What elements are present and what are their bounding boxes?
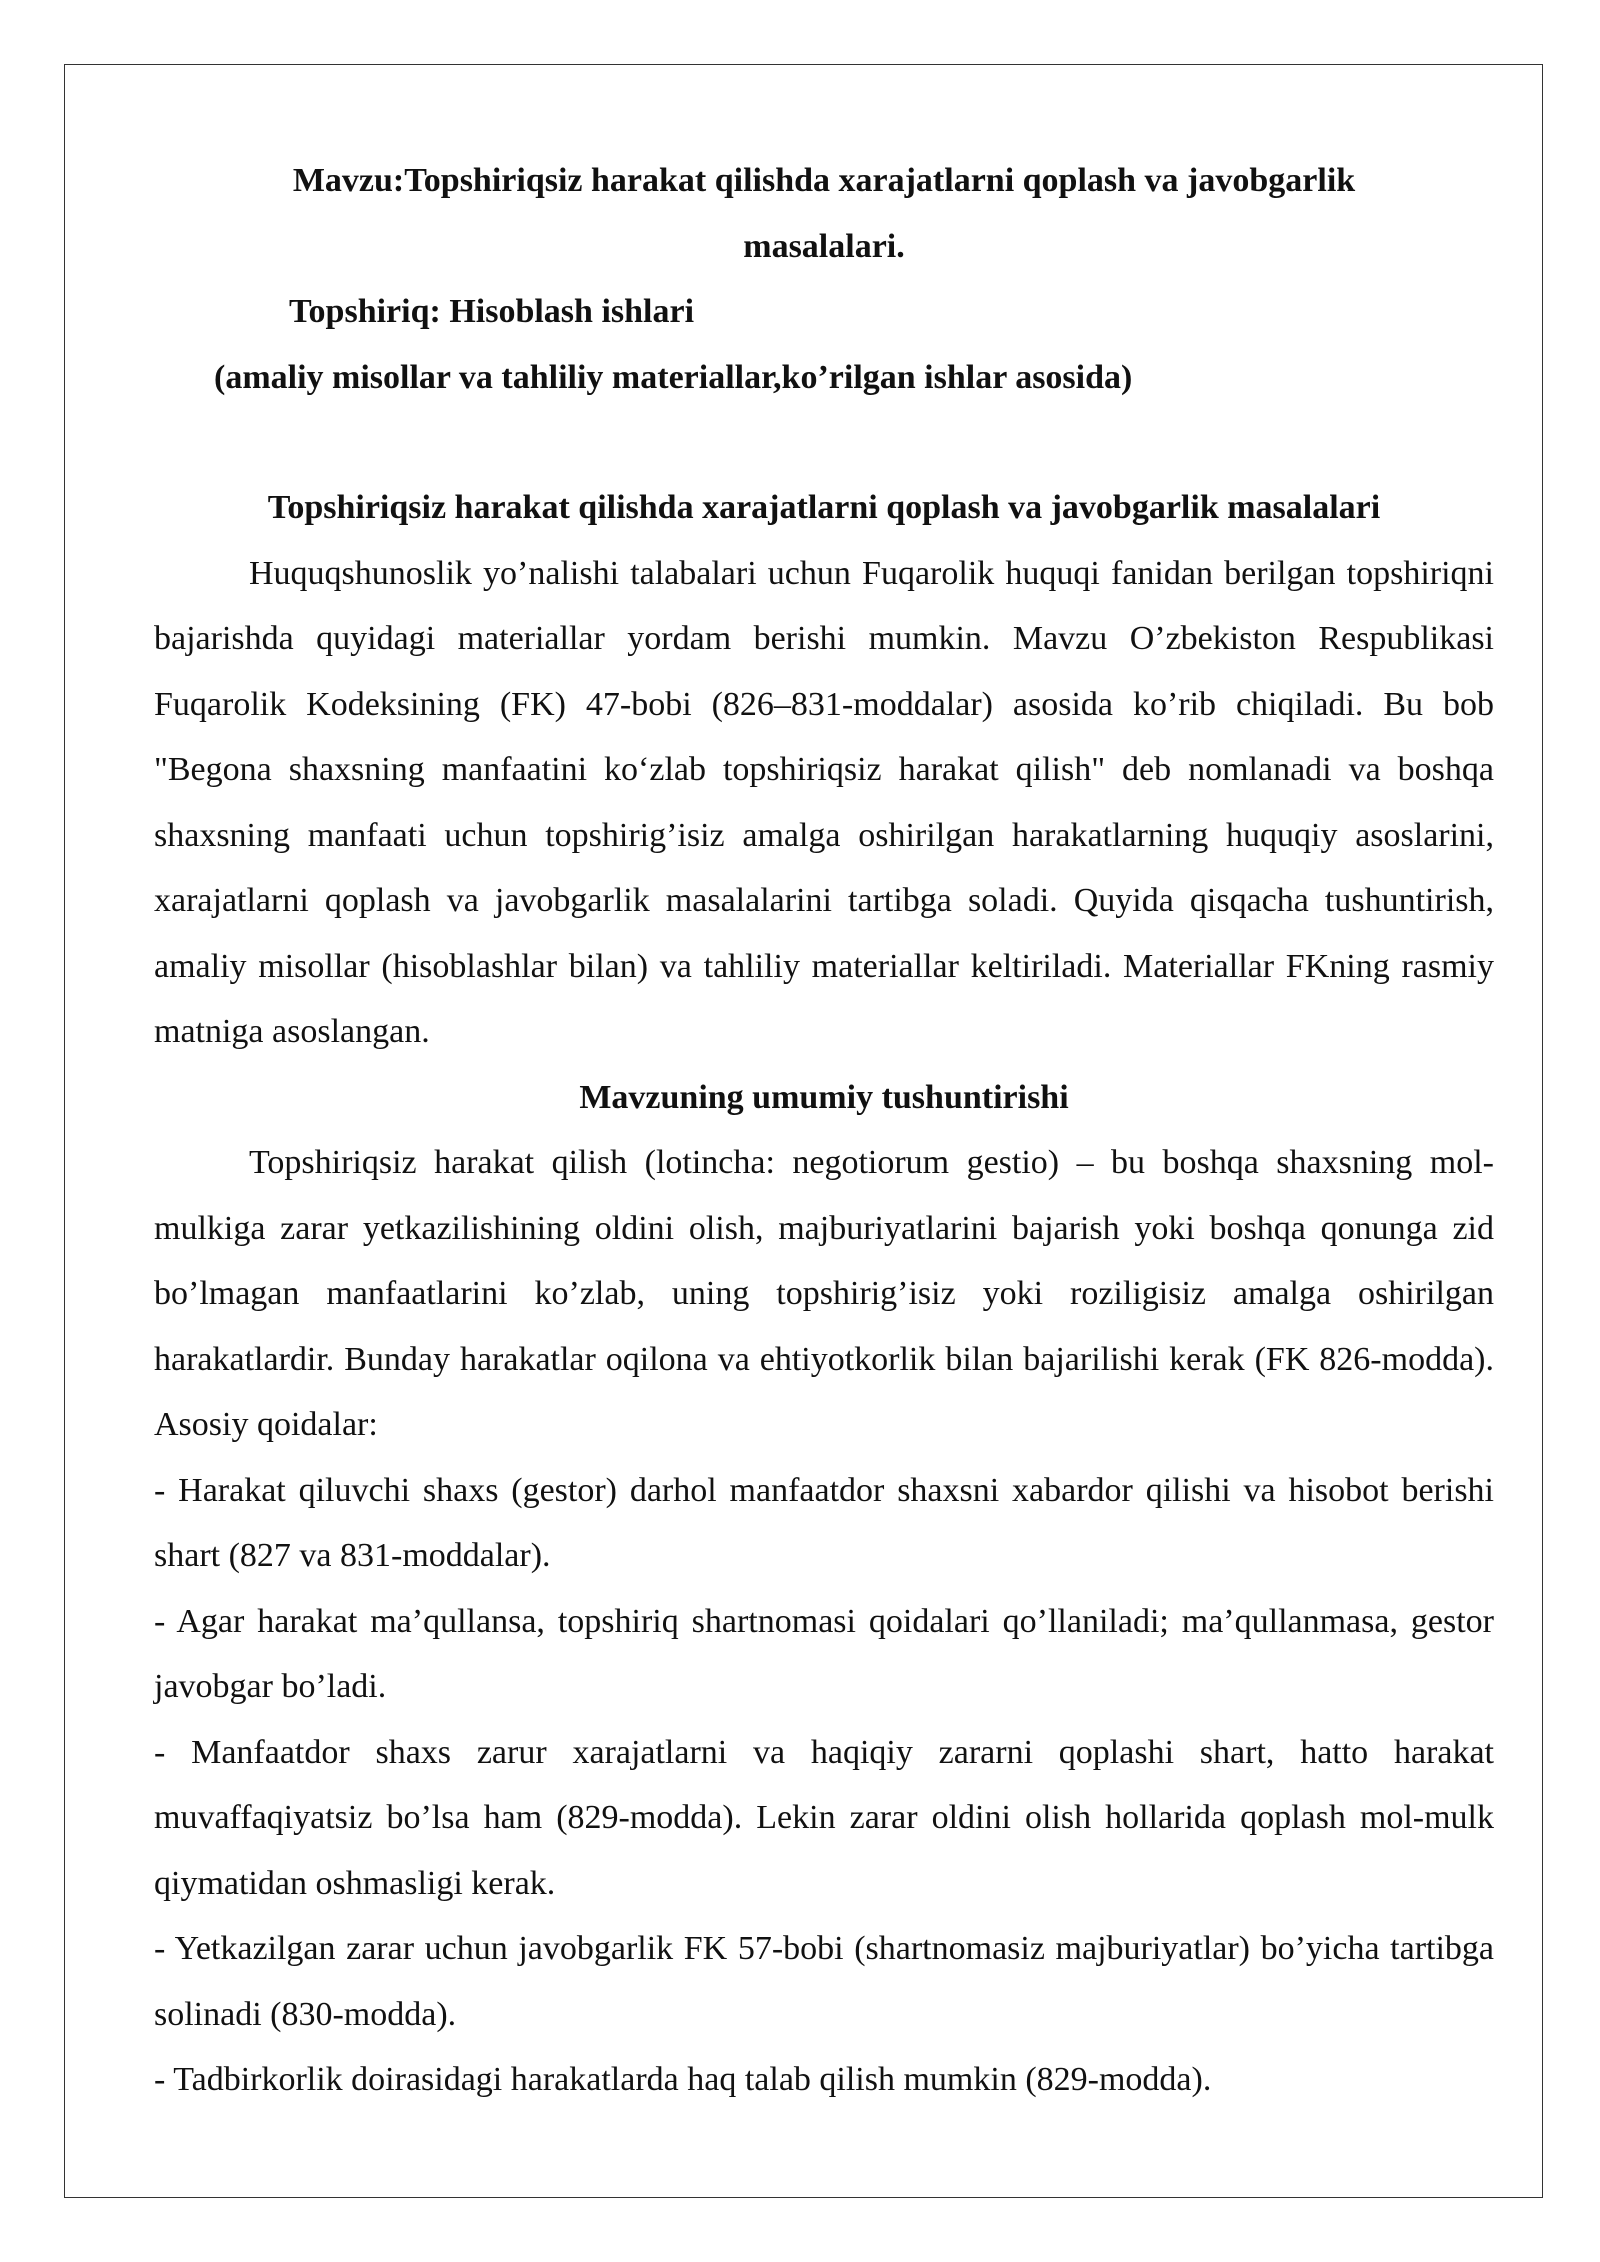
- section-heading-main: Topshiriqsiz harakat qilishda xarajatlarni qoplash va javobgarlik masalalari: [267, 489, 1381, 526]
- basis-line: (amaliy misollar va tahliliy materiallar,ko’rilgan ishlar asosida): [214, 358, 1133, 396]
- rule-item: - Agar harakat ma’qullansa, topshiriq shartnomasi qoidalari qo’llaniladi; ma’qullanmasa, gestor javobgar bo’ladi.: [154, 1602, 1494, 1705]
- document-body: [154, 148, 1494, 2113]
- rule-item: - Yetkazilgan zarar uchun javobgarlik FK 57-bobi (shartnomasiz majburiyatlar) bo’yicha tartibga solinadi (830-modda).: [154, 1930, 1494, 2033]
- section-heading-overview: Mavzuning umumiy tushuntirishi: [579, 1078, 1069, 1116]
- task-line: Topshiriq: Hisoblash ishlari: [289, 293, 695, 330]
- rule-item: - Tadbirkorlik doirasidagi harakatlarda haq talab qilish mumkin (829-modda).: [154, 2061, 1212, 2098]
- definition-paragraph: Topshiriqsiz harakat qilish (lotincha: negotiorum gestio) – bu boshqa shaxsning mol-mulkiga zarar yetkazilishining oldini olish, majburiyatlarini bajarish yoki boshqa qonunga zid bo’lmagan manfaatlarini ko’zlab, uning topshirig’isiz yoki roziligisiz amalga oshirilgan harakatlardir. Bunday harakatlar oqilona va ehtiyotkorlik bilan bajarilishi kerak (FK 826-modda). Asosiy qoidalar:: [154, 1144, 1494, 1443]
- document-title-line-1: Mavzu:Topshiriqsiz harakat qilishda xarajatlarni qoplash va javobgarlik: [292, 162, 1356, 199]
- intro-paragraph: Huquqshunoslik yo’nalishi talabalari uchun Fuqarolik huquqi fanidan berilgan topshiriqni bajarishda quyidagi materiallar yordam berishi mumkin. Mavzu O’zbekiston Respublikasi Fuqarolik Kodeksining (FK) 47-bobi (826–831-moddalar) asosida ko’rib chiqiladi. Bu bob "Begona shaxsning manfaatini ko‘zlab topshiriqsiz harakat qilish" deb nomlanadi va boshqa shaxsning manfaati uchun topshirig’isiz amalga oshirilgan harakatlarning huquqiy asoslarini, xarajatlarni qoplash va javobgarlik masalalarini tartibga soladi. Quyida qisqacha tushuntirish, amaliy misollar (hisoblashlar bilan) va tahliliy materiallar keltiriladi. Materiallar FKning rasmiy matniga asoslangan.: [154, 554, 1494, 1050]
- document-title-line-2: masalalari.: [743, 227, 905, 265]
- rule-item: - Manfaatdor shaxs zarur xarajatlarni va haqiqiy zararni qoplashi shart, hatto harakat muvaffaqiyatsiz bo’lsa ham (829-modda). Lekin zarar oldini olish hollarida qoplash mol-mulk qiymatidan oshmasligi kerak.: [154, 1733, 1494, 1902]
- rule-item: - Harakat qiluvchi shaxs (gestor) darhol manfaatdor shaxsni xabardor qilishi va hisobot berishi shart (827 va 831-moddalar).: [154, 1471, 1494, 1574]
- blank-line: [154, 410, 1494, 475]
